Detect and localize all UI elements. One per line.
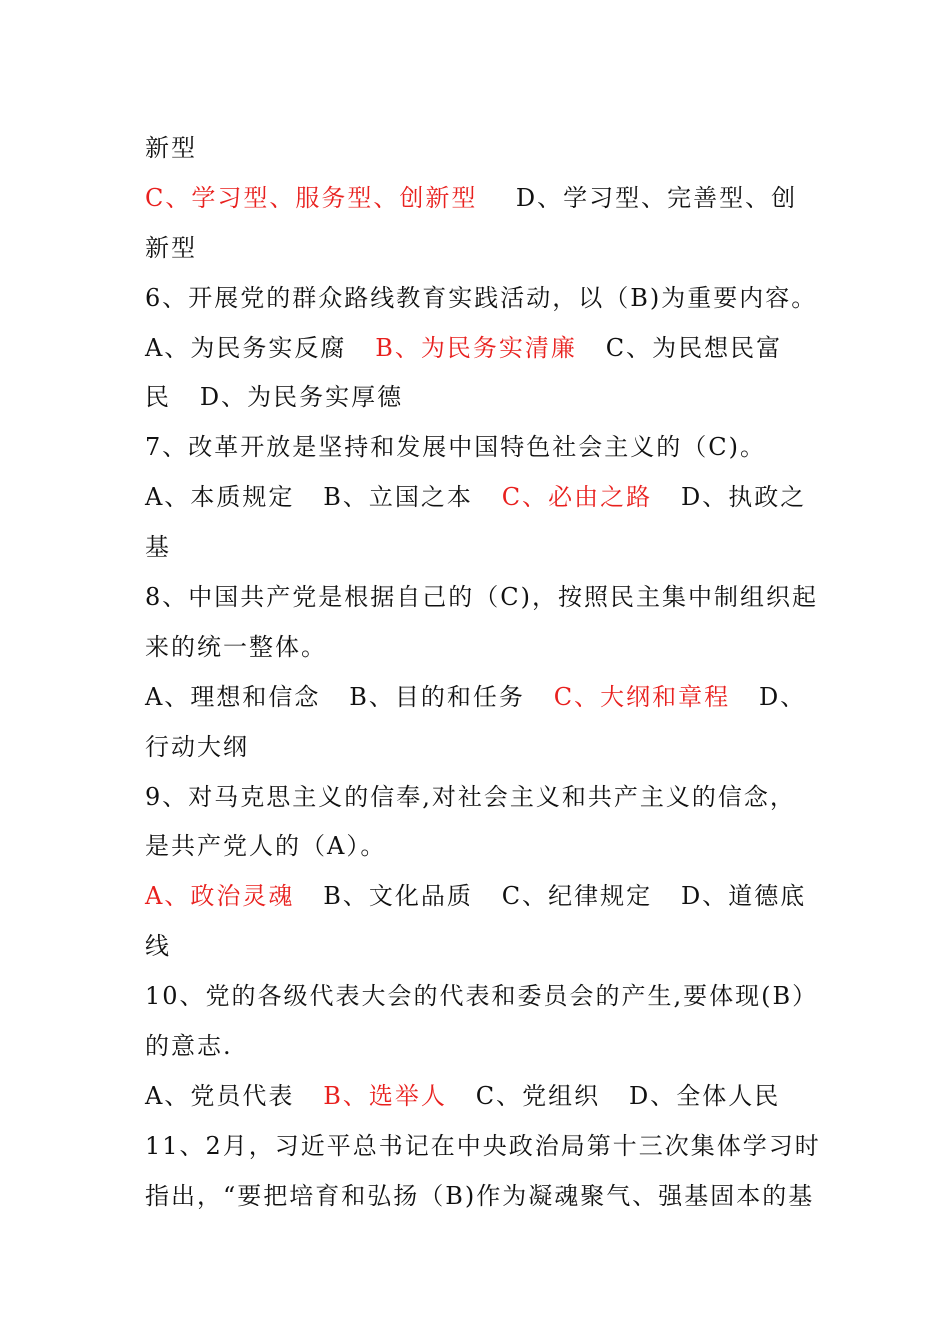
question-text: 11、2月，习近平总书记在中央政治局第十三次集体学习时 — [145, 1131, 821, 1160]
answer-option-text: A、政治灵魂 — [145, 882, 295, 911]
text-line — [145, 822, 805, 872]
question-text: 10、党的各级代表大会的代表和委员会的产生,要体现(B） — [145, 982, 819, 1011]
text-line — [145, 872, 805, 922]
text-line — [145, 1022, 805, 1072]
question-text: A、理想和信念 B、目的和任务 — [145, 682, 554, 711]
question-text: 7、改革开放是坚持和发展中国特色社会主义的（C)。 — [145, 433, 766, 462]
question-text: A、党员代表 — [145, 1081, 324, 1110]
question-text: 新型 — [145, 233, 197, 262]
question-text: B、文化品质 C、纪律规定 D、道德底 — [294, 882, 807, 911]
question-text: C、党组织 D、全体人民 — [446, 1081, 781, 1110]
question-text: 民 D、为民务实厚德 — [145, 383, 404, 412]
question-text: D、执政之 — [652, 483, 807, 512]
text-line — [145, 373, 805, 423]
text-line — [145, 773, 805, 823]
answer-option-text: C、必由之路 — [501, 483, 653, 512]
question-text: C、为民想民富 — [576, 333, 783, 362]
question-text: 新型 — [145, 134, 197, 162]
question-text: D、学习型、完善型、创 — [477, 183, 798, 212]
text-line — [145, 174, 805, 224]
text-line — [145, 473, 805, 523]
question-text: 线 — [145, 932, 171, 961]
text-line — [145, 523, 805, 573]
text-line — [145, 274, 818, 324]
text-line — [145, 623, 805, 673]
text-line — [145, 573, 818, 623]
answer-option-text: B、选举人 — [323, 1081, 447, 1110]
question-text: A、为民务实反腐 — [145, 333, 376, 362]
question-text: A、本质规定 B、立国之本 — [145, 483, 502, 512]
text-line — [145, 972, 819, 1022]
question-text: D、 — [730, 682, 807, 711]
question-text: 基 — [145, 533, 171, 562]
text-line — [145, 922, 805, 972]
question-text: 来的统一整体。 — [145, 632, 327, 661]
text-line — [145, 1122, 821, 1172]
answer-option-text: C、大纲和章程 — [553, 682, 731, 711]
answer-option-text: C、学习型、服务型、创新型 — [145, 183, 478, 212]
text-line — [145, 324, 805, 374]
question-text: 行动大纲 — [145, 732, 249, 761]
text-line — [145, 1172, 815, 1222]
question-text: 8、中国共产党是根据自己的（C)，按照民主集中制组织起 — [145, 583, 818, 612]
question-text: 的意志. — [145, 1032, 233, 1061]
question-text: 指出，“要把培育和弘扬（B)作为凝魂聚气、强基固本的基 — [145, 1181, 815, 1210]
text-line — [145, 1072, 805, 1122]
text-line — [145, 673, 805, 723]
question-text: 是共产党人的（A）。 — [145, 832, 387, 861]
question-text-body — [145, 124, 821, 1222]
text-line — [145, 423, 805, 473]
text-line — [145, 723, 805, 773]
text-line — [145, 224, 805, 274]
answer-option-text: B、为民务实清廉 — [375, 333, 577, 362]
text-line — [145, 124, 805, 174]
question-text: 6、开展党的群众路线教育实践活动，以（B)为重要内容。 — [145, 283, 818, 312]
question-text: 9、对马克思主义的信奉,对社会主义和共产主义的信念， — [145, 782, 796, 811]
